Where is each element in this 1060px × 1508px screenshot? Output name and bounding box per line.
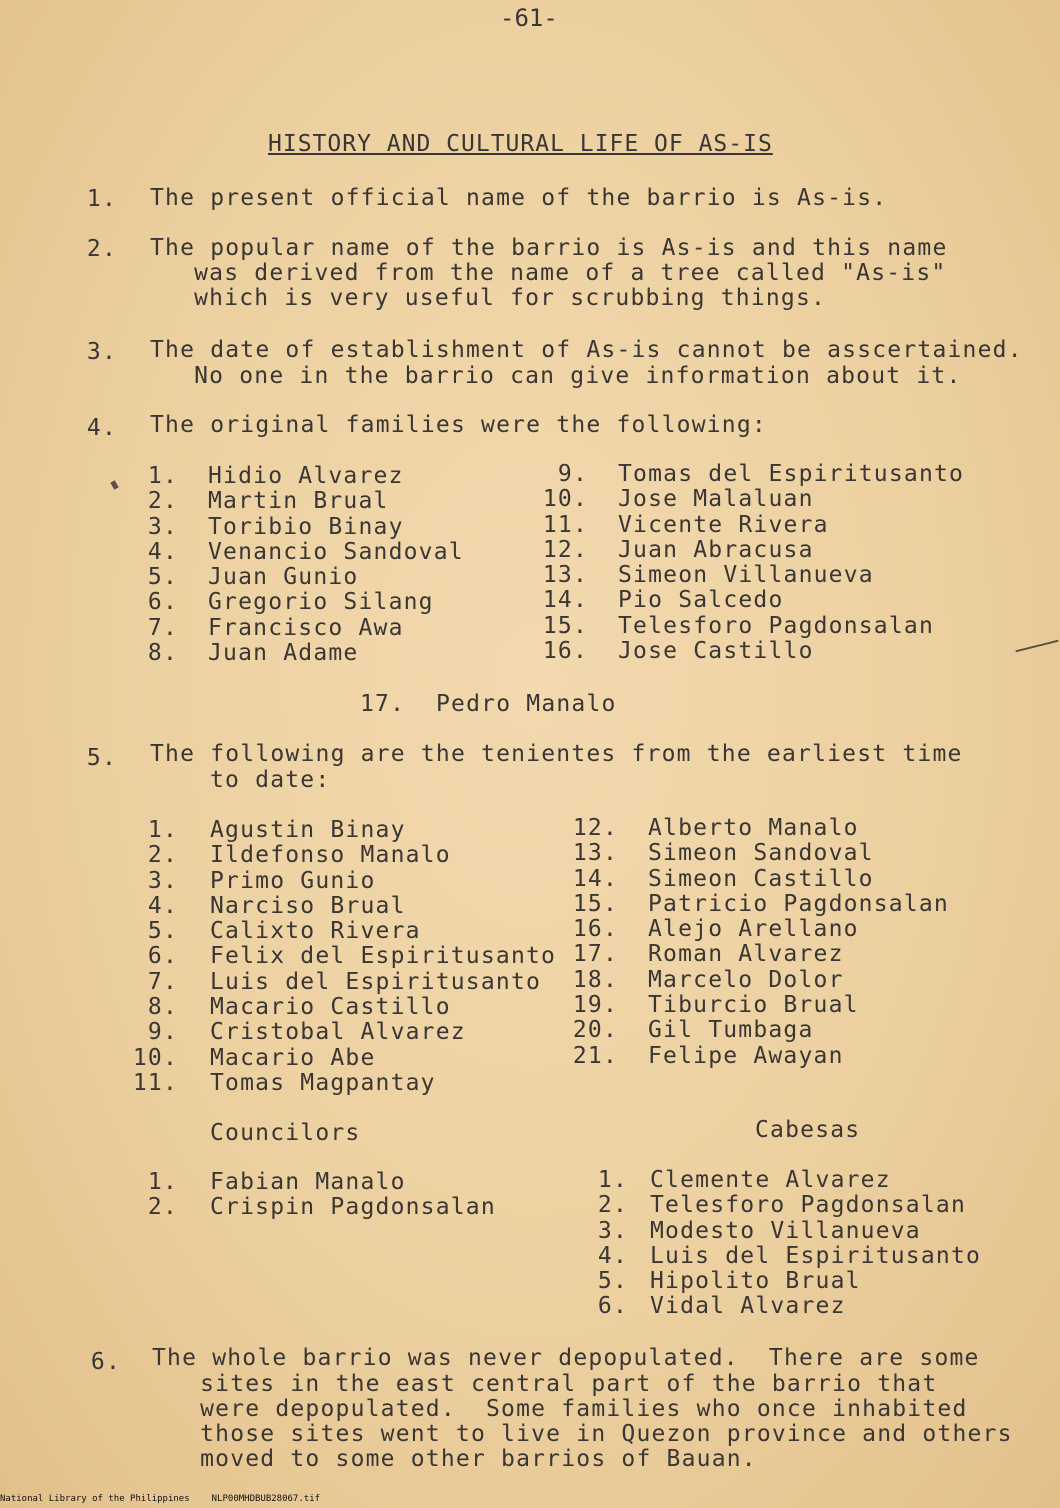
list-number: 8. bbox=[147, 640, 178, 667]
family-name: Venancio Sandoval bbox=[208, 538, 464, 565]
list-number: 7. bbox=[147, 614, 178, 641]
item-text-line: The following are the tenientes from the earliest time bbox=[150, 741, 963, 767]
list-number: 10. bbox=[132, 1044, 178, 1071]
list-number: 14. bbox=[572, 865, 618, 892]
tenientes-left-list bbox=[120, 818, 580, 1096]
list-item bbox=[560, 867, 980, 892]
teniente-name: Roman Alvarez bbox=[648, 941, 844, 968]
list-item bbox=[570, 1294, 1010, 1319]
list-number: 4. bbox=[147, 538, 178, 565]
family-name: Gregorio Silang bbox=[208, 589, 434, 616]
scan-footer bbox=[0, 1494, 342, 1504]
cabesa-name: Telesforo Pagdonsalan bbox=[650, 1192, 966, 1219]
cabesa-name: Hipolito Brual bbox=[650, 1268, 861, 1295]
list-item bbox=[530, 614, 980, 639]
list-number: 2. bbox=[147, 488, 178, 515]
list-item bbox=[120, 590, 480, 615]
list-item bbox=[570, 1244, 1010, 1269]
councilor-name: Fabian Manalo bbox=[210, 1169, 406, 1195]
list-item bbox=[530, 513, 980, 538]
list-number: 12. bbox=[542, 536, 588, 563]
item-text-line: The whole barrio was never depopulated. There are some bbox=[152, 1345, 980, 1371]
list-item bbox=[120, 818, 580, 843]
family-name: Juan Adame bbox=[208, 640, 359, 667]
list-item bbox=[120, 1195, 540, 1220]
item-text-line: The popular name of the barrio is As-is and this name bbox=[150, 235, 948, 261]
item-text-line: moved to some other barrios of Bauan. bbox=[170, 1446, 757, 1472]
teniente-name: Luis del Espiritusanto bbox=[210, 968, 542, 995]
list-number: 17. bbox=[360, 691, 406, 717]
list-number: 2. bbox=[597, 1192, 628, 1219]
list-number: 19. bbox=[572, 992, 618, 1019]
teniente-name: Tiburcio Brual bbox=[648, 992, 859, 1019]
list-number: 3. bbox=[147, 867, 178, 894]
list-number: 6. bbox=[147, 943, 178, 970]
list-item bbox=[120, 995, 580, 1020]
list-number: 5. bbox=[147, 564, 178, 591]
cabesas-heading: Cabesas bbox=[755, 1117, 861, 1143]
list-item bbox=[530, 462, 980, 487]
list-number: 8. bbox=[147, 994, 178, 1021]
list-number: 7. bbox=[147, 968, 178, 995]
teniente-name: Ildefonso Manalo bbox=[210, 842, 451, 869]
list-number: 15. bbox=[572, 890, 618, 917]
list-number: 11. bbox=[132, 1069, 178, 1096]
list-item bbox=[570, 1219, 1010, 1244]
list-item bbox=[570, 1193, 1010, 1218]
item-text-line: The date of establishment of As-is cannot be asscertained. bbox=[150, 337, 1023, 363]
teniente-name: Patricio Pagdonsalan bbox=[648, 890, 949, 917]
item-text-line: which is very useful for scrubbing things. bbox=[164, 285, 827, 311]
list-number: 2. bbox=[147, 1194, 178, 1221]
list-item bbox=[530, 563, 980, 588]
list-number: 16. bbox=[572, 916, 618, 943]
list-item bbox=[120, 944, 580, 969]
item-text-line: was derived from the name of a tree called "As-is" bbox=[164, 260, 947, 286]
list-number: 4. bbox=[147, 892, 178, 919]
teniente-name: Marcelo Dolor bbox=[648, 966, 844, 993]
list-number: 13. bbox=[572, 840, 618, 867]
list-item bbox=[120, 970, 580, 995]
list-number: 1. bbox=[147, 463, 178, 489]
footer-library: National Library of the Philippines bbox=[0, 1494, 190, 1504]
list-item bbox=[530, 487, 980, 512]
list-number: 16. bbox=[542, 638, 588, 665]
item-text: The present official name of the barrio is As-is. bbox=[150, 185, 888, 211]
list-item bbox=[560, 968, 980, 993]
list-item bbox=[120, 919, 580, 944]
list-number: 21. bbox=[572, 1042, 618, 1069]
list-item bbox=[120, 1020, 580, 1045]
family-name: Vicente Rivera bbox=[618, 511, 829, 538]
family-name: Jose Malaluan bbox=[618, 486, 814, 513]
list-item bbox=[570, 1168, 1010, 1193]
list-item bbox=[560, 942, 980, 967]
cabesa-name: Clemente Alvarez bbox=[650, 1167, 891, 1193]
families-left-list bbox=[120, 464, 480, 666]
list-item bbox=[560, 917, 980, 942]
item-number: 5. bbox=[86, 745, 117, 771]
list-item bbox=[560, 892, 980, 917]
councilor-name: Crispin Pagdonsalan bbox=[210, 1194, 496, 1221]
list-number: 13. bbox=[542, 562, 588, 589]
teniente-name: Felipe Awayan bbox=[648, 1042, 844, 1069]
list-item bbox=[560, 993, 980, 1018]
list-item bbox=[120, 515, 480, 540]
list-number: 3. bbox=[597, 1217, 628, 1244]
item-text-line: to date: bbox=[210, 767, 331, 793]
teniente-name: Calixto Rivera bbox=[210, 918, 421, 945]
list-item bbox=[120, 869, 580, 894]
family-name: Pedro Manalo bbox=[436, 691, 617, 717]
page-number: -61- bbox=[500, 4, 558, 32]
cabesa-name: Vidal Alvarez bbox=[650, 1293, 846, 1320]
list-item bbox=[530, 538, 980, 563]
list-item bbox=[120, 843, 580, 868]
list-number: 17. bbox=[572, 941, 618, 968]
list-number: 6. bbox=[597, 1293, 628, 1320]
teniente-name: Primo Gunio bbox=[210, 867, 376, 894]
family-name: Hidio Alvarez bbox=[208, 463, 404, 489]
list-item bbox=[120, 464, 480, 489]
cabesa-name: Luis del Espiritusanto bbox=[650, 1242, 982, 1269]
list-item bbox=[120, 616, 480, 641]
list-number: 2. bbox=[147, 842, 178, 869]
list-number: 5. bbox=[597, 1268, 628, 1295]
document-title: HISTORY AND CULTURAL LIFE OF AS-IS bbox=[268, 131, 773, 157]
family-name: Juan Abracusa bbox=[618, 536, 814, 563]
list-item bbox=[120, 894, 580, 919]
teniente-name: Tomas Magpantay bbox=[210, 1069, 436, 1096]
list-number: 15. bbox=[542, 612, 588, 639]
cabesas-list bbox=[570, 1168, 1010, 1320]
teniente-name: Gil Tumbaga bbox=[648, 1017, 814, 1044]
item-number: 4. bbox=[86, 415, 117, 441]
list-number: 1. bbox=[147, 1169, 178, 1195]
family-name: Martin Brual bbox=[208, 488, 389, 515]
teniente-name: Alejo Arellano bbox=[648, 916, 859, 943]
list-item bbox=[560, 1044, 980, 1069]
list-item bbox=[120, 540, 480, 565]
teniente-name: Simeon Castillo bbox=[648, 865, 874, 892]
family-name: Francisco Awa bbox=[208, 614, 404, 641]
teniente-name: Simeon Sandoval bbox=[648, 840, 874, 867]
list-number: 9. bbox=[147, 1019, 178, 1046]
list-item bbox=[530, 588, 980, 613]
item-text-line: sites in the east central part of the barrio that bbox=[170, 1371, 938, 1397]
teniente-name: Macario Abe bbox=[210, 1044, 376, 1071]
list-item bbox=[120, 489, 480, 514]
family-name: Telesforo Pagdonsalan bbox=[618, 612, 934, 639]
list-number: 18. bbox=[572, 966, 618, 993]
list-item bbox=[530, 639, 980, 664]
family-name: Juan Gunio bbox=[208, 564, 359, 591]
teniente-name: Agustin Binay bbox=[210, 817, 406, 843]
teniente-name: Macario Castillo bbox=[210, 994, 451, 1021]
item-number: 2. bbox=[86, 236, 117, 262]
list-item bbox=[560, 1018, 980, 1043]
item-text-line: were depopulated. Some families who once inhabited bbox=[170, 1396, 968, 1422]
list-number: 5. bbox=[147, 918, 178, 945]
list-item bbox=[120, 565, 480, 590]
family-name: Jose Castillo bbox=[618, 638, 814, 665]
teniente-name: Narciso Brual bbox=[210, 892, 406, 919]
list-number: 14. bbox=[542, 587, 588, 614]
list-item bbox=[570, 1269, 1010, 1294]
list-number: 6. bbox=[147, 589, 178, 616]
list-item bbox=[560, 841, 980, 866]
item-number: 1. bbox=[86, 186, 117, 212]
list-item bbox=[560, 816, 980, 841]
family-name: Toribio Binay bbox=[208, 513, 404, 540]
item-number: 6. bbox=[90, 1349, 121, 1375]
list-number: 11. bbox=[542, 511, 588, 538]
families-right-list bbox=[530, 462, 980, 664]
councilors-heading: Councilors bbox=[210, 1120, 361, 1146]
footer-filename: NLP00MHDBUB28067.tif bbox=[211, 1494, 321, 1504]
list-number: 10. bbox=[542, 486, 588, 513]
list-number: 3. bbox=[147, 513, 178, 540]
list-number: 1. bbox=[147, 817, 178, 843]
item-text: The original families were the following: bbox=[150, 412, 767, 438]
item-number: 3. bbox=[86, 339, 117, 365]
list-item bbox=[120, 1170, 540, 1195]
list-item bbox=[120, 641, 480, 666]
councilors-list bbox=[120, 1170, 540, 1221]
list-number: 1. bbox=[597, 1167, 628, 1193]
family-name: Tomas del Espiritusanto bbox=[618, 461, 965, 487]
list-number: 20. bbox=[572, 1017, 618, 1044]
item-text-line: those sites went to live in Quezon province and others bbox=[170, 1421, 1013, 1447]
teniente-name: Cristobal Alvarez bbox=[210, 1019, 466, 1046]
family-name: Simeon Villanueva bbox=[618, 562, 874, 589]
list-item bbox=[120, 1071, 580, 1096]
cabesa-name: Modesto Villanueva bbox=[650, 1217, 921, 1244]
stray-pen-mark bbox=[1015, 640, 1058, 653]
list-item bbox=[120, 1046, 580, 1071]
list-number: 12. bbox=[572, 815, 618, 841]
teniente-name: Felix del Espiritusanto bbox=[210, 943, 557, 970]
list-number: 9. bbox=[557, 461, 588, 487]
list-number: 4. bbox=[597, 1242, 628, 1269]
family-name: Pio Salcedo bbox=[618, 587, 784, 614]
teniente-name: Alberto Manalo bbox=[648, 815, 859, 841]
tenientes-right-list bbox=[560, 816, 980, 1069]
stray-dot-mark bbox=[110, 480, 118, 489]
item-text-line: No one in the barrio can give information about it. bbox=[164, 363, 962, 389]
